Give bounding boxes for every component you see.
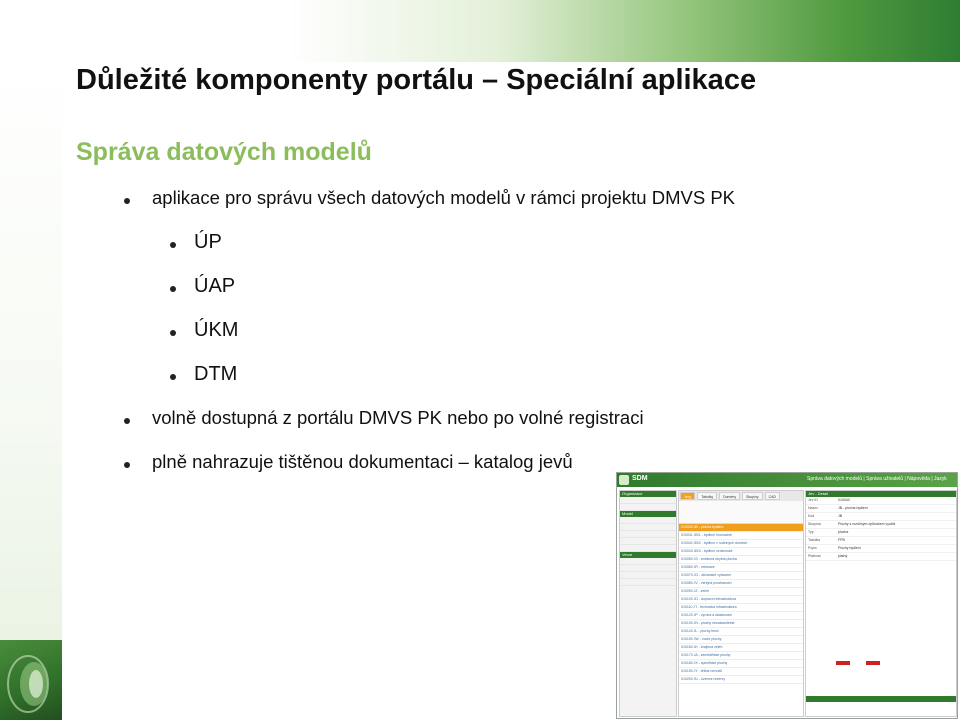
sub-bullet-item: ÚKM — [194, 319, 239, 341]
detail-value: FPB — [838, 538, 845, 542]
panel-row — [620, 572, 676, 579]
detail-key: Typ — [808, 530, 814, 534]
detail-key: Kód — [808, 514, 815, 518]
sub-bullet-item: ÚAP — [194, 275, 236, 297]
detail-row — [806, 521, 956, 529]
list-item[interactable]: 010110 JT - technická infrastruktura — [679, 604, 803, 612]
bullet-dot — [170, 374, 176, 380]
list-item[interactable]: 010150 JW - vodní plochy — [679, 636, 803, 644]
bullet-dot — [124, 418, 130, 424]
detail-header: Jev - Detail — [806, 491, 956, 497]
panel-header: Model — [620, 511, 676, 517]
tab-tabulky[interactable]: Tabulky — [697, 492, 717, 500]
list-item[interactable]: 010040 JB - plocha bydlení — [679, 524, 803, 532]
app-logo-icon — [619, 475, 629, 485]
bullet-dot — [170, 286, 176, 292]
detail-key: Skupina — [808, 522, 821, 526]
bullet-item: aplikace pro správu všech datových modelů v rámci projektu DMVS PK — [152, 187, 736, 208]
bullet-item: volně dostupná z portálu DMVS PK nebo po volné registraci — [152, 407, 644, 428]
bullet-dot — [124, 462, 130, 468]
panel-header: Verze — [620, 552, 676, 558]
logo-corner — [0, 640, 62, 720]
list-item[interactable]: 010130 JN - plochy nezastavitelné — [679, 620, 803, 628]
detail-key: Platnost — [808, 554, 821, 558]
list-item[interactable]: 010170 JA - zemědělské plochy — [679, 652, 803, 660]
list-item[interactable]: 010060 JR - rekreace — [679, 564, 803, 572]
filter-area — [679, 501, 803, 524]
detail-row — [806, 529, 956, 537]
app-left-panel — [619, 490, 677, 717]
list-item[interactable]: 010180 JX - specifické plochy — [679, 660, 803, 668]
sub-bullet-item: ÚP — [194, 231, 222, 253]
panel-row — [620, 524, 676, 531]
panel-row — [620, 497, 676, 504]
detail-key: Tabulka — [808, 538, 821, 542]
detail-row — [806, 537, 956, 545]
bullet-dot — [170, 242, 176, 248]
detail-row — [806, 545, 956, 553]
app-right-panel — [805, 490, 957, 717]
left-decor-strip — [0, 62, 62, 640]
slide-title: Důležité komponenty portálu – Speciální aplikace — [76, 64, 757, 96]
tab-jevy[interactable]: Jevy — [680, 492, 695, 500]
detail-value: 010040 — [838, 498, 850, 502]
list-item[interactable]: 010041 JB/1 - bydlení hromadné — [679, 532, 803, 540]
list-item[interactable]: 010190 JY - těžba nerostů — [679, 668, 803, 676]
detail-value: Plochy s rozdílným způsobem využití — [838, 522, 896, 526]
bullet-dot — [124, 198, 130, 204]
list-item[interactable]: 010100 JD - dopravní infrastruktura — [679, 596, 803, 604]
app-nav: Správa datových modelů | Správa uživatelů | Nápověda | Jazyk — [807, 476, 947, 482]
list-item[interactable]: 010050 JS - smíšená obytná plocha — [679, 556, 803, 564]
list-item[interactable]: 010140 JL - plochy lesní — [679, 628, 803, 636]
slide-subtitle: Správa datových modelů — [76, 138, 372, 166]
detail-value: Plochy bydlení — [838, 546, 861, 550]
list-item[interactable]: 010042 JB/2 - bydlení v rodinných domech — [679, 540, 803, 548]
detail-value: plocha — [838, 530, 849, 534]
panel-row — [620, 579, 676, 586]
bullet-dot — [170, 330, 176, 336]
app-middle-panel — [678, 490, 804, 717]
panel-row — [620, 565, 676, 572]
detail-row — [806, 513, 956, 521]
detail-key: Název — [808, 506, 818, 510]
list-item[interactable]: 010160 JK - krajinná zeleň — [679, 644, 803, 652]
detail-row — [806, 505, 956, 513]
app-brand: SDM — [632, 475, 648, 482]
detail-value: JB - plocha bydlení — [838, 506, 868, 510]
list-item[interactable]: 010070 JO - občanské vybavení — [679, 572, 803, 580]
detail-value: JB — [838, 514, 843, 518]
panel-header: Organizace — [620, 491, 676, 497]
item-list — [679, 524, 803, 684]
tab-skupiny[interactable]: Skupiny — [742, 492, 762, 500]
app-tabs — [679, 491, 803, 501]
detail-row — [806, 497, 956, 505]
panel-row — [620, 538, 676, 545]
list-item[interactable]: 010080 JV - veřejná prostranství — [679, 580, 803, 588]
detail-value: platný — [838, 554, 848, 558]
list-item[interactable]: 010200 JU - územní rezervy — [679, 676, 803, 684]
legend-swatch — [866, 661, 880, 665]
detail-row — [806, 553, 956, 561]
tab-domeny[interactable]: Domény — [719, 492, 740, 500]
panel-row — [620, 531, 676, 538]
list-item[interactable]: 010120 JP - výroba a skladování — [679, 612, 803, 620]
list-item[interactable]: 010090 JZ - zeleň — [679, 588, 803, 596]
sub-bullet-item: DTM — [194, 363, 238, 385]
list-item[interactable]: 010043 JB/3 - bydlení venkovské — [679, 548, 803, 556]
detail-key: Popis — [808, 546, 817, 550]
panel-row — [620, 504, 676, 511]
panel-row — [620, 517, 676, 524]
bullet-item: plně nahrazuje tištěnou dokumentaci – katalog jevů — [152, 451, 573, 472]
detail-key: Jev ID — [808, 498, 818, 502]
tab-cad[interactable]: CAD — [765, 492, 780, 500]
panel-row — [620, 545, 676, 552]
legend-swatch — [836, 661, 850, 665]
detail-footer-header — [806, 696, 956, 702]
leaf-logo-icon — [0, 640, 62, 720]
header-gradient-band — [0, 0, 960, 62]
detail-list — [806, 497, 956, 561]
app-screenshot — [616, 472, 958, 719]
app-header — [617, 473, 957, 487]
panel-row — [620, 558, 676, 565]
